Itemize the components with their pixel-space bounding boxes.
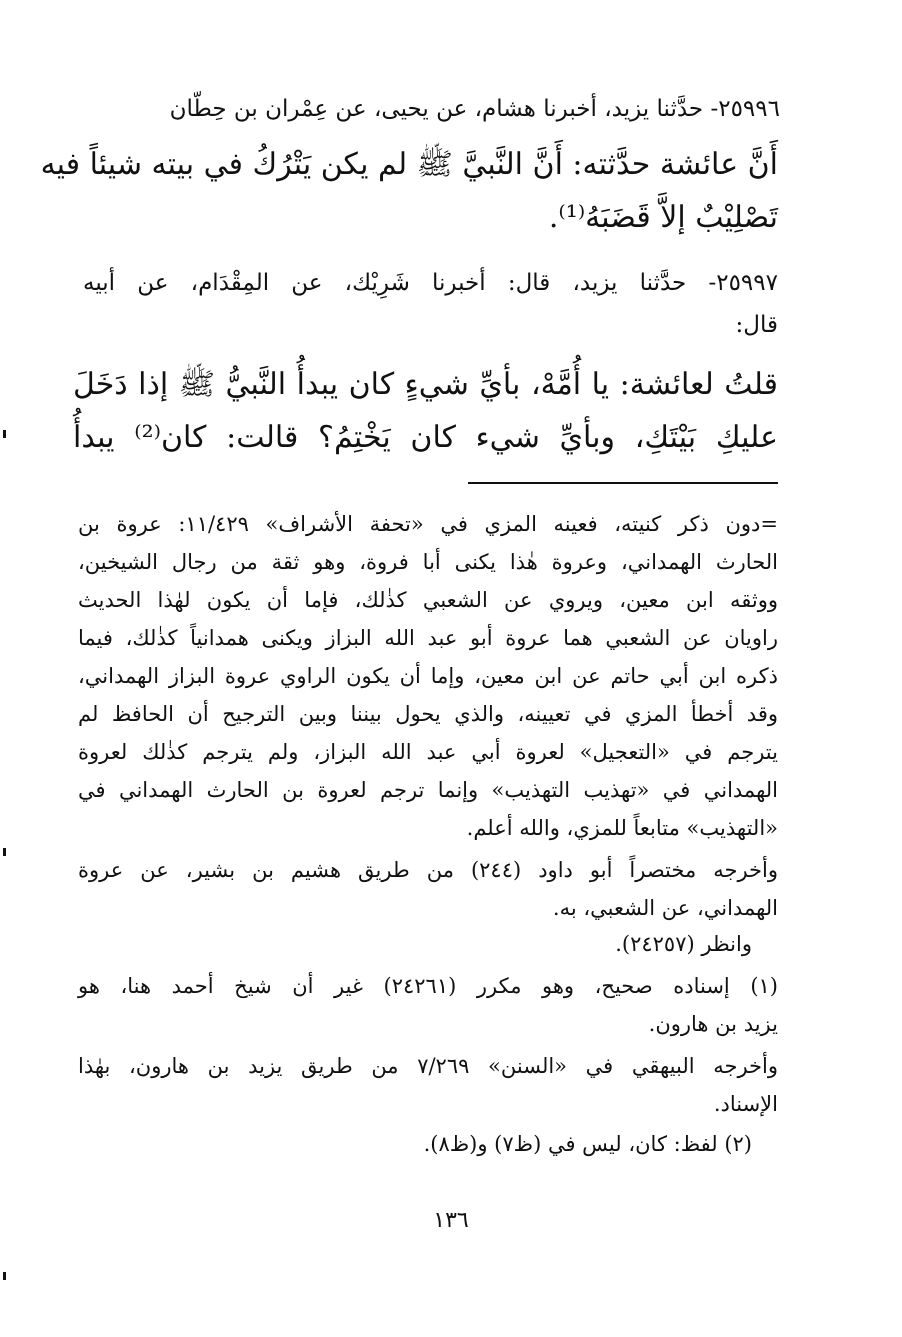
footnote-cont-line-8: الهمداني في «تهذيب التهذيب» وإنما ترجم لعروة بن الحارث الهمداني في	[78, 778, 778, 802]
footnote-separator	[468, 482, 778, 484]
footnote-cont-line-3: ووثقه ابن معين، ويروي عن الشعبي كذٰلك، فإما أن يكون لهٰذا الحديث	[78, 588, 778, 612]
hadith-25997-line1: ٢٥٩٩٧- حدَّثنا يزيد، قال: أخبرنا شَرِيْك، عن المِقْدَام، عن أبيه	[83, 270, 778, 296]
footnote-cont-line-5: ذكره ابن أبي حاتم عن ابن معين، وإما أن يكون الراوي عروة البزاز الهمداني،	[78, 664, 778, 688]
margin-mark-1	[3, 430, 6, 438]
margin-mark-2	[3, 848, 6, 856]
abudawud-line-1: وأخرجه مختصراً أبو داود (٢٤٤) من طريق هشيم بن بشير، عن عروة	[78, 858, 778, 882]
bayhaqi-line-2: الإسناد.	[713, 1092, 778, 1116]
hadith-25996-line1: ٢٥٩٩٦- حدَّثنا يزيد، أخبرنا هشام، عن يحيى، عن عِمْران بن حِطّان	[169, 96, 780, 122]
footnote-1-line-2: يزيد بن هارون.	[648, 1012, 778, 1036]
footnote-cont-line-6: وقد أخطأ المزي في تعيينه، والذي يحول بيننا وبين الترجيح أن الحافظ لم	[78, 702, 778, 726]
hadith-25996-line2: أَنَّ عائشة حدَّثته: أَنَّ النَّبيَّ ﷺ لم يكن يَتْرُكُ في بيته شيئاً فيه	[40, 147, 778, 182]
page-number: ١٣٦	[433, 1208, 469, 1233]
footnote-cont-line-9: «التهذيب» متابعاً للمزي، والله أعلم.	[466, 816, 778, 840]
footnote-cont-line-2: الحارث الهمداني، وعروة هٰذا يكنى أبا فروة، وهو ثقة من رجال الشيخين،	[78, 550, 778, 574]
footnote-cont-line-4: راويان عن الشعبي هما عروة أبو عبد الله البزاز ويكنى همدانياً كذٰلك، فيما	[78, 626, 778, 650]
see-also: وانظر (٢٤٢٥٧).	[615, 932, 752, 956]
hadith-25997-line4: عليكِ بَيْتَكِ، وبأيِّ شيء كان يَخْتِمُ؟ قالت: كان⁽²⁾ يبدأُ	[73, 420, 779, 455]
footnote-cont-line-7: يترجم في «التعجيل» لعروة أبي عبد الله البزاز، ولم يترجم كذٰلك لعروة	[78, 740, 778, 764]
hadith-25996-line3: تَصْلِيْبٌ إلاَّ قَضَبَهُ⁽¹⁾.	[548, 200, 778, 235]
margin-mark-3	[3, 1272, 6, 1280]
hadith-25997-line2: قال:	[735, 312, 778, 338]
abudawud-line-2: الهمداني، عن الشعبي، به.	[552, 896, 778, 920]
bayhaqi-line-1: وأخرجه البيهقي في «السنن» ٧/٢٦٩ من طريق يزيد بن هارون، بهٰذا	[78, 1054, 778, 1078]
footnote-1-line-1: (١) إسناده صحيح، وهو مكرر (٢٤٢٦١) غير أن شيخ أحمد هنا، هو	[78, 974, 778, 998]
footnote-2: (٢) لفظ: كان، ليس في (ظ٧) و(ظ٨).	[423, 1132, 752, 1156]
footnote-cont-line-1: =دون ذكر كنيته، فعينه المزي في «تحفة الأشراف» ١١/٤٢٩: عروة بن	[78, 512, 778, 536]
hadith-25997-line3: قلتُ لعائشة: يا أُمَّهْ، بأيِّ شيءٍ كان يبدأُ النَّبيُّ ﷺ إذا دَخَلَ	[73, 367, 778, 402]
